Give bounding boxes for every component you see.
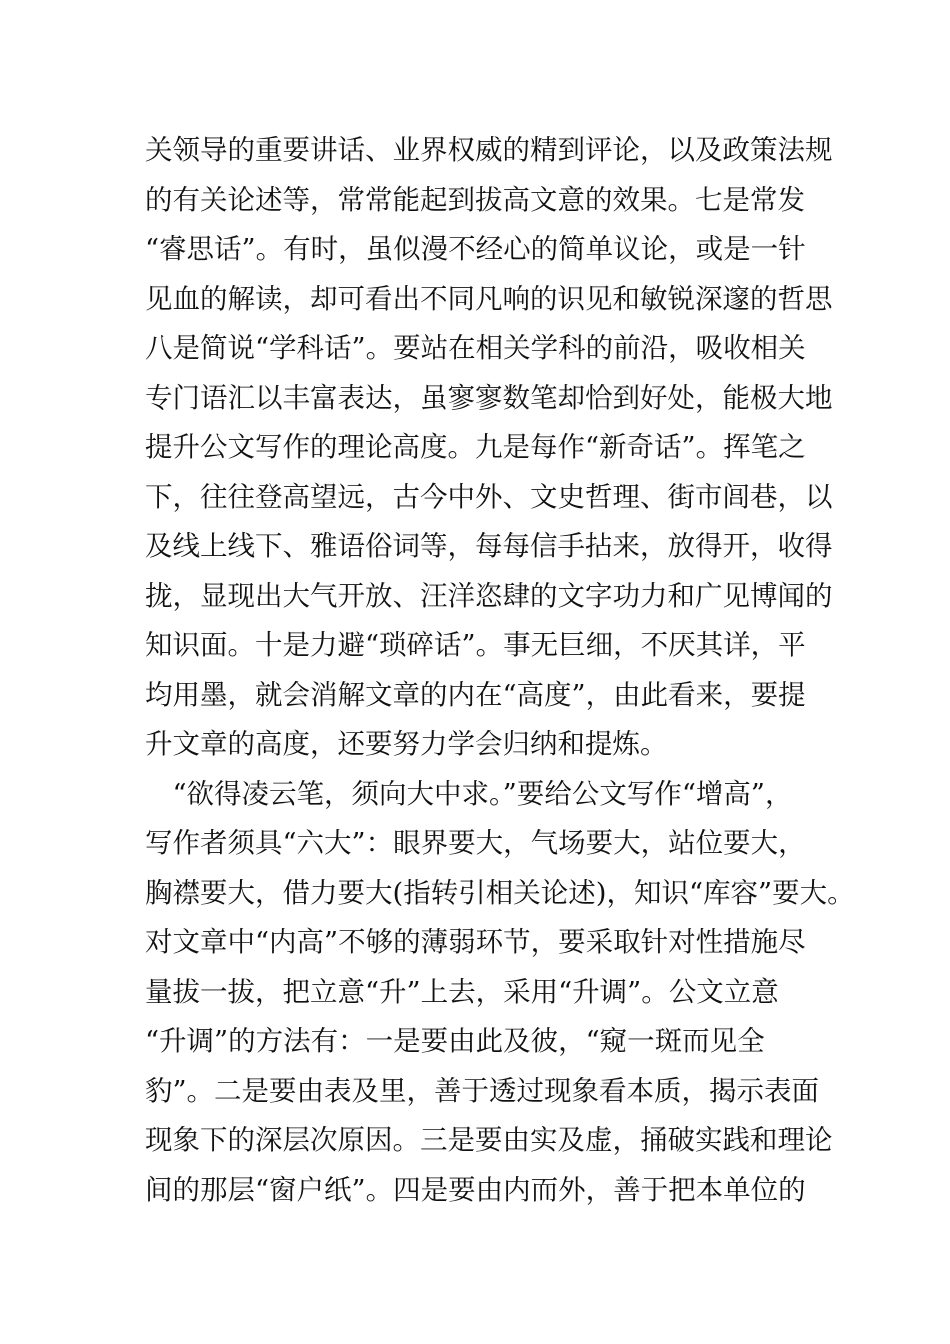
- text-line: 下，往往登高望远，古今中外、文史哲理、街市闾巷，以: [145, 480, 833, 513]
- text-line: 见血的解读，却可看出不同凡响的识见和敏锐深邃的哲思: [145, 282, 833, 315]
- text-line: “升调”的方法有：一是要由此及彼，“窥一斑而见全: [145, 1025, 765, 1057]
- text-line: 关领导的重要讲话、业界权威的精到评论，以及政策法规: [145, 134, 833, 166]
- paragraph-start-line: “欲得凌云笔，须向大中求。”要给公文写作“增高”，: [145, 777, 793, 810]
- text-line: 知识面。十是力避“琐碎话”。事无巨细，不厌其详，平: [145, 629, 806, 661]
- text-line: 拢，显现出大气开放、汪洋恣肆的文字功力和广见博闻的: [145, 579, 833, 612]
- text-line: 量拔一拔，把立意“升”上去，采用“升调”。公文立意: [145, 975, 779, 1008]
- text-line: 八是简说“学科话”。要站在相关学科的前沿，吸收相关: [145, 332, 806, 364]
- text-line: 现象下的深层次原因。三是要由实及虚，捅破实践和理论: [145, 1124, 833, 1156]
- text-line: 专门语汇以丰富表达，虽寥寥数笔却恰到好处，能极大地: [145, 381, 833, 414]
- text-line: 对文章中“内高”不够的薄弱环节，要采取针对性措施尽: [145, 926, 806, 958]
- text-line: 写作者须具“六大”：眼界要大，气场要大，站位要大，: [145, 827, 806, 859]
- text-line: 间的那层“窗户纸”。四是要由内而外，善于把本单位的: [145, 1173, 806, 1206]
- text-line: 豹”。二是要由表及里，善于透过现象看本质，揭示表面: [145, 1074, 820, 1107]
- text-line: 升文章的高度，还要努力学会归纳和提炼。: [145, 728, 668, 760]
- text-line: 及线上线下、雅语俗词等，每每信手拈来，放得开，收得: [145, 530, 833, 562]
- text-line: 胸襟要大，借力要大(指转引相关论述)，知识“库容”要大。: [145, 876, 855, 909]
- text-line: 的有关论述等，常常能起到拔高文意的效果。七是常发: [145, 183, 805, 216]
- text-line: “睿思话”。有时，虽似漫不经心的简单议论，或是一针: [145, 233, 806, 265]
- text-line: 提升公文写作的理论高度。九是每作“新奇话”。挥笔之: [145, 431, 806, 463]
- text-line: 均用墨，就会消解文章的内在“高度”，由此看来，要提: [145, 678, 806, 711]
- document-body-text: [145, 126, 855, 1215]
